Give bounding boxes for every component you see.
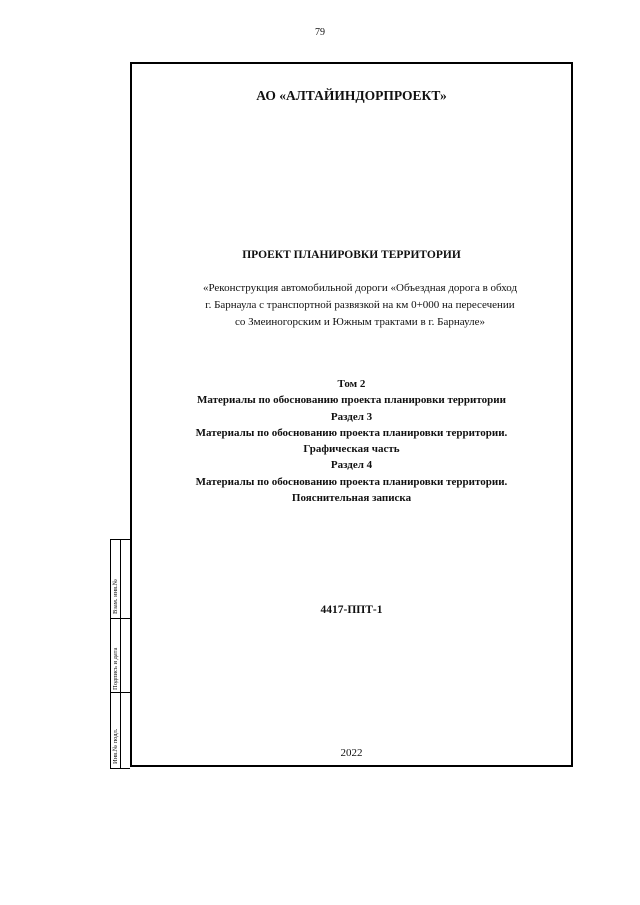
volume-heading: Том 2 (337, 378, 366, 390)
volume-sections (130, 376, 573, 506)
subject-line: со Змеиногорским и Южным трактами в г. Барнауле» (235, 316, 485, 328)
document-code: 4417-ППТ-1 (320, 604, 383, 616)
side-stamp-label-signature-date: Подпись и дата (112, 647, 119, 690)
side-stamp-table (110, 539, 130, 769)
section-title: Материалы по обоснованию проекта планировки территории. (195, 475, 508, 488)
project-subject (140, 280, 580, 331)
section-subtitle: Пояснительная записка (291, 492, 412, 505)
section-heading: Раздел 4 (330, 459, 373, 472)
side-stamp-cell-original (111, 692, 120, 768)
side-stamp-label-replacement-inventory: Взам. инв.№ (112, 578, 119, 614)
organization-name: АО «АЛТАЙИНДОРПРОЕКТ» (256, 88, 447, 103)
section-title: Материалы по обоснованию проекта планировки территории. (195, 426, 508, 439)
side-stamp-cell-signature (111, 618, 120, 692)
section-subtitle: Графическая часть (303, 443, 400, 456)
subject-line: г. Барнаула с транспортной развязкой на км 0+000 на пересечении (205, 299, 515, 311)
subject-line: «Реконструкция автомобильной дороги «Объездная дорога в обход (202, 282, 518, 294)
side-stamp-column-divider (120, 540, 121, 768)
document-title: ПРОЕКТ ПЛАНИРОВКИ ТЕРРИТОРИИ (242, 249, 461, 261)
page-number: 79 (315, 27, 325, 38)
volume-title: Материалы по обоснованию проекта планировки территории (197, 394, 506, 407)
side-stamp-cell-replacement (111, 540, 120, 618)
side-stamp-label-original-inventory: Инв.№ подл. (112, 728, 119, 764)
section-heading: Раздел 3 (330, 410, 373, 423)
document-year: 2022 (340, 747, 363, 759)
